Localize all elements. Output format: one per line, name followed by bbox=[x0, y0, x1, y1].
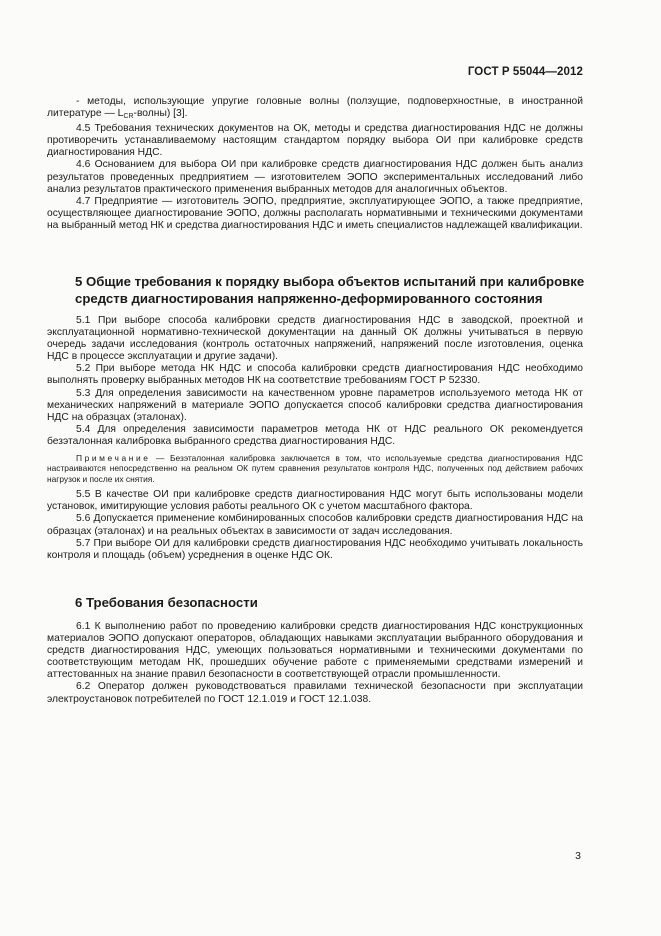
paragraph-methods-part1: - методы, использующие упругие головные волны (ползущие, подповерхностные, в иностранной литературе — L bbox=[47, 96, 583, 120]
paragraph-5-4: 5.4 Для определения зависимости параметров метода НК от НДС реального ОК рекомендуется безэталонная калибровка выбранного средства диагностирования НДС. bbox=[47, 423, 583, 447]
paragraph-5-7: 5.7 При выборе ОИ для калибровки средств диагностирования НДС необходимо учитывать локальность контроля и площадь (объем) усреднения в оценке НДС ОК. bbox=[47, 537, 583, 561]
subscript-cr: CR bbox=[123, 113, 134, 121]
paragraph-5-5: 5.5 В качестве ОИ при калибровке средств диагностирования НДС могут быть использованы модели установок, имитирующие условия работы реального ОК с учетом масштабного фактора. bbox=[47, 489, 583, 513]
page-number: 3 bbox=[575, 850, 581, 862]
paragraph-6-1: 6.1 К выполнению работ по проведению калибровки средств диагностирования НДС конструкционных материалов ЭОПО допускают операторов, обладающих навыками эксплуатации выбранного оборудования и средств диагностирования НДС, умеющих пользоваться нормативными и техническими документами по соответствующим методам НК, прошедших обучение работе с применяемыми средствами измерений и аттестованных на знание правил безопасности в соответствующей отрасли промышленности. bbox=[47, 621, 583, 681]
paragraph-6-2: 6.2 Оператор должен руководствоваться правилами технической безопасности при эксплуатации электроустановок потребителей по ГОСТ 12.1.019 и ГОСТ 12.1.038. bbox=[47, 681, 583, 705]
note-5 bbox=[47, 453, 583, 484]
intro-block bbox=[47, 96, 583, 232]
paragraph-5-6: 5.6 Допускается применение комбинированных способов калибровки средств диагностирования НДС на образцах (эталонах) и на реальных объектах в зависимости от задач исследования. bbox=[47, 513, 583, 537]
paragraph-methods-part2: -волны) [3]. bbox=[133, 108, 188, 120]
note-text: — Безэталонная калибровка заключается в том, что используемые средства диагностирования НДС настраиваются непосредственно на реальном ОК путем сравнения результатов контроля НДС, полученных под действием рабочих нагрузок и после их снятия. bbox=[47, 453, 583, 484]
section-6-heading: 6 Требования безопасности bbox=[75, 595, 258, 610]
section-5-body bbox=[47, 315, 583, 562]
paragraph-4-5: 4.5 Требования технических документов на ОК, методы и средства диагностирования НДС не должны противоречить устанавливаемому настоящим стандартом порядку выбора ОИ при калибровке средств диагностирования НДС. bbox=[47, 123, 583, 159]
paragraph-4-7: 4.7 Предприятие — изготовитель ЭОПО, предприятие, эксплуатирующее ЭОПО, а также предприятие, осуществляющее диагностирование ЭОПО, должны располагать нормативными и техническими документами на выбранный метод НК и средства диагностирования НДС и иметь специалистов надлежащей квалификации. bbox=[47, 195, 583, 231]
document-code: ГОСТ Р 55044—2012 bbox=[467, 66, 583, 78]
paragraph-5-3: 5.3 Для определения зависимости на качественном уровне параметров используемого метода НК от механических напряжений в материале ЭОПО допускается способ калибровки средства диагностирования НДС на образцах (эталонах). bbox=[47, 387, 583, 423]
paragraph-methods-list bbox=[47, 96, 583, 123]
paragraph-5-1: 5.1 При выборе способа калибровки средств диагностирования НДС в заводской, проектной и эксплуатационной нормативно-технической документации на данный ОК должны учитываться в первую очередь задачи исследования (контроль остаточных напряжений, напряжений после изготовления, оценка НДС в процессе эксплуатации и другие задачи). bbox=[47, 315, 583, 363]
section-6-body bbox=[47, 621, 583, 706]
note-label: Примечание bbox=[76, 453, 151, 464]
paragraph-4-6: 4.6 Основанием для выбора ОИ при калибровке средств диагностирования НДС должен быть анализ результатов проведенных предприятием — изготовителем ЭОПО экспериментальных исследований либо анализ результатов практического применения выбранных методов для аналогичных объектов. bbox=[47, 159, 583, 195]
section-5-heading: 5 Общие требования к порядку выбора объектов испытаний при калибровке средств диагностирования напряженно-деформированного состояния bbox=[75, 274, 585, 306]
paragraph-5-2: 5.2 При выборе метода НК НДС и способа калибровки средств диагностирования НДС необходимо выполнять проверку выбранных методов НК на соответствие требованиям ГОСТ Р 52330. bbox=[47, 363, 583, 387]
